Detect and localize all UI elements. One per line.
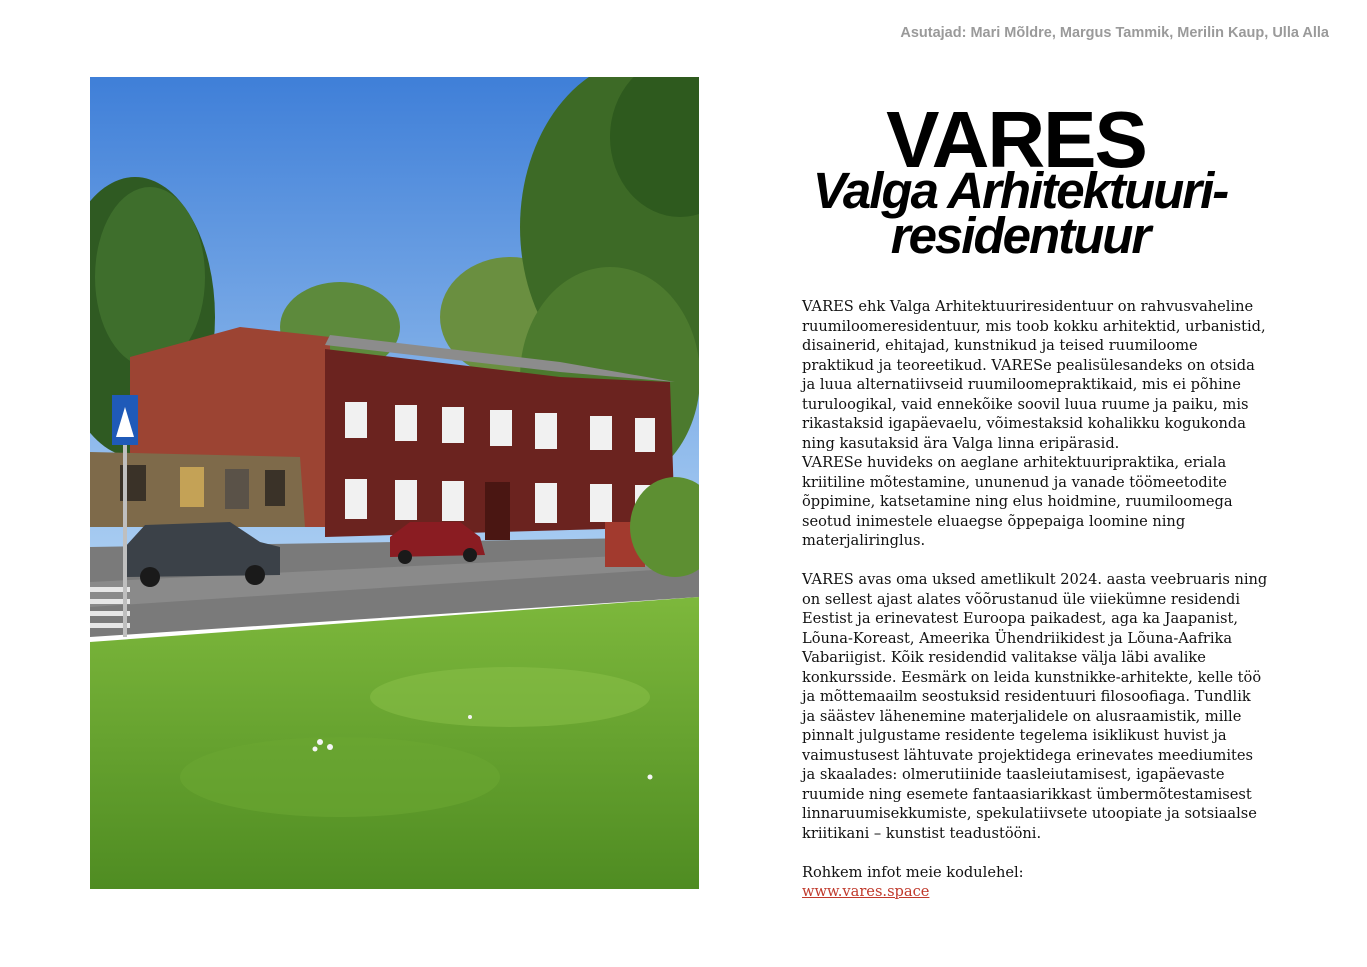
paragraph-2: VARESe huvideks on aeglane arhitektuuripraktika, eriala kriitiline mõtestamine, ununenud ja vanade töömeetodite õppimine, katsetamine ning elus hoidmine, ruumiloomega seotud inimestele eluaegse õppepaiga loomine ning materjaliringlus. bbox=[802, 454, 1233, 549]
paragraph-gap bbox=[802, 551, 1302, 571]
title-block bbox=[760, 95, 1280, 264]
paragraph-3: VARES avas oma uksed ametlikult 2024. aasta veebruaris ning on sellest ajast alates võõrustanud üle viiekümne residendi Eestist ja erinevatest Euroopa paikadest, aga ka Jaapanist, Lõuna-Koreast, Ameerika Ühendriikidest ja Lõuna-Aafrika Vabariigist. Kõik residendid valitakse välja läbi avalike konkursside. Eesmärk on leida kunstnikke-arhitekte, kelle töö ja mõttemaailm seostuksid residentuuri filosoofiaga. Tundlik ja säästev lähenemine materjalidele on alusraamistik, mille pinnalt julgustame residente tegelema isiklikust huvist ja vaimustusest lähtuvate projektidega erinevates meediumites ja skaalades: olmerutiinide taasleiutamisest, igapäevaste ruumide ning esemete fantaasiarikkast ümbermõtestamisest linnaruumisekkumiste, spekulatiivsete utoopiate ja sotsiaalse kriitikani – kunstist teadustööni. bbox=[802, 571, 1268, 842]
founders-credit: Asutajad: Mari Mõldre, Margus Tammik, Merilin Kaup, Ulla Alla bbox=[900, 25, 1329, 41]
subtitle-line-2: residentuur bbox=[890, 207, 1150, 264]
main-title: VARES bbox=[886, 95, 1146, 184]
body-text bbox=[802, 297, 1302, 902]
paragraph-gap bbox=[802, 843, 1302, 863]
subtitle-line-1: Valga Arhitektuuri- bbox=[812, 162, 1228, 219]
paragraph-1: VARES ehk Valga Arhitektuuriresidentuur on rahvusvaheline ruumiloomeresidentuur, mis toob kokku arhitektid, urbanistid, disainerid, ehitajad, kunstnikud ja teised ruumiloome praktikud ja teoreetikud. VARESe pealisülesandeks on otsida ja luua alternatiivseid ruumiloomepraktikaid, mis ei põhine turuloogikal, vaid ennekõike soovil luua ruume ja paiku, mis rikastaksid igapäevaelu, võimestaksid kohalikku kogukonda ning kasutaksid ära Valga linna eripärasid. bbox=[802, 298, 1266, 452]
subtitle bbox=[760, 162, 1280, 264]
more-info-text: Rohkem infot meie kodulehel: bbox=[802, 863, 1024, 881]
building-photo bbox=[90, 77, 699, 889]
website-link[interactable]: www.vares.space bbox=[802, 883, 930, 900]
